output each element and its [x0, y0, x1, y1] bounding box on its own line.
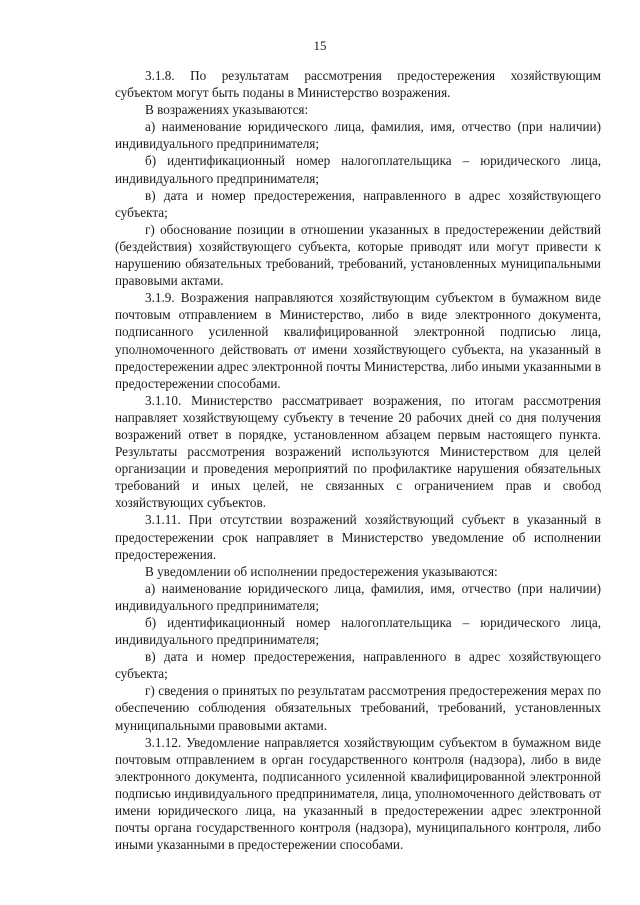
list-item-g: г) сведения о принятых по результатам рассмотрения предостережения мерах по обеспечению соблюдения обязательных требований, требований, установленных муниципальными правовыми актами. [115, 683, 601, 733]
paragraph-3-1-10: 3.1.10. Министерство рассматривает возражения, по итогам рассмотрения направляет хозяйствующему субъекту в течение 20 рабочих дней со дня получения возражений ответ в порядке, установленном абзацем первым настоящего пункта. Результаты рассмотрения возражений используются Министерством для целей организации и проведения мероприятий по профилактике нарушения обязательных требований и иных целей, не связанных с ограничением прав и свобод хозяйствующих субъектов. [115, 392, 601, 511]
paragraph-objections-intro: В возражениях указываются: [145, 102, 309, 118]
paragraph-3-1-9: 3.1.9. Возражения направляются хозяйствующим субъектом в бумажном виде почтовым отправлением в Министерство, либо в виде электронного документа, подписанного усиленной квалифицированной электронной подписью лица, уполномоченного действовать от имени хозяйствующего субъекта, на указанный в предостережении адрес электронной почты Министерства, либо иными указанными в предостережении способами. [115, 290, 601, 391]
paragraph-notification-intro: В уведомлении об исполнении предостережения указываются: [145, 563, 498, 579]
list-item-g: г) обоснование позиции в отношении указанных в предостережении действий (бездействия) хозяйствующего субъекта, которые приводят или могут привести к нарушению обязательных требований, требований, установленных муниципальными правовыми актами. [115, 221, 601, 289]
list-item-a: а) наименование юридического лица, фамилия, имя, отчество (при наличии) индивидуального предпринимателя; [115, 580, 601, 613]
list-item-b: б) идентификационный номер налогоплательщика – юридического лица, индивидуального предпринимателя; [115, 615, 601, 648]
list-item-v: в) дата и номер предостережения, направленного в адрес хозяйствующего субъекта; [115, 187, 601, 220]
paragraph-3-1-11: 3.1.11. При отсутствии возражений хозяйствующий субъект в указанный в предостережении срок направляет в Министерство уведомление об исполнении предостережения. [115, 512, 601, 562]
document-body [115, 67, 601, 853]
page-number: 15 [313, 38, 327, 53]
list-item-v: в) дата и номер предостережения, направленного в адрес хозяйствующего субъекта; [115, 649, 601, 682]
list-item-b: б) идентификационный номер налогоплательщика – юридического лица, индивидуального предпринимателя; [115, 153, 601, 186]
paragraph-3-1-12: 3.1.12. Уведомление направляется хозяйствующим субъектом в бумажном виде почтовым отправлением в орган государственного контроля (надзора), либо в виде электронного документа, подписанного усиленной квалифицированной электронной подписью индивидуального предпринимателя, лица, уполномоченного действовать от имени юридического лица, на указанный в предостережении адрес электронной почты органа государственного контроля (надзора), муниципального контроля, либо иными указанными в предостережении способами. [115, 734, 601, 853]
list-item-a: а) наименование юридического лица, фамилия, имя, отчество (при наличии) индивидуального предпринимателя; [115, 119, 601, 152]
paragraph-3-1-8: 3.1.8. По результатам рассмотрения предостережения хозяйствующим субъектом могут быть поданы в Министерство возражения. [115, 68, 601, 101]
